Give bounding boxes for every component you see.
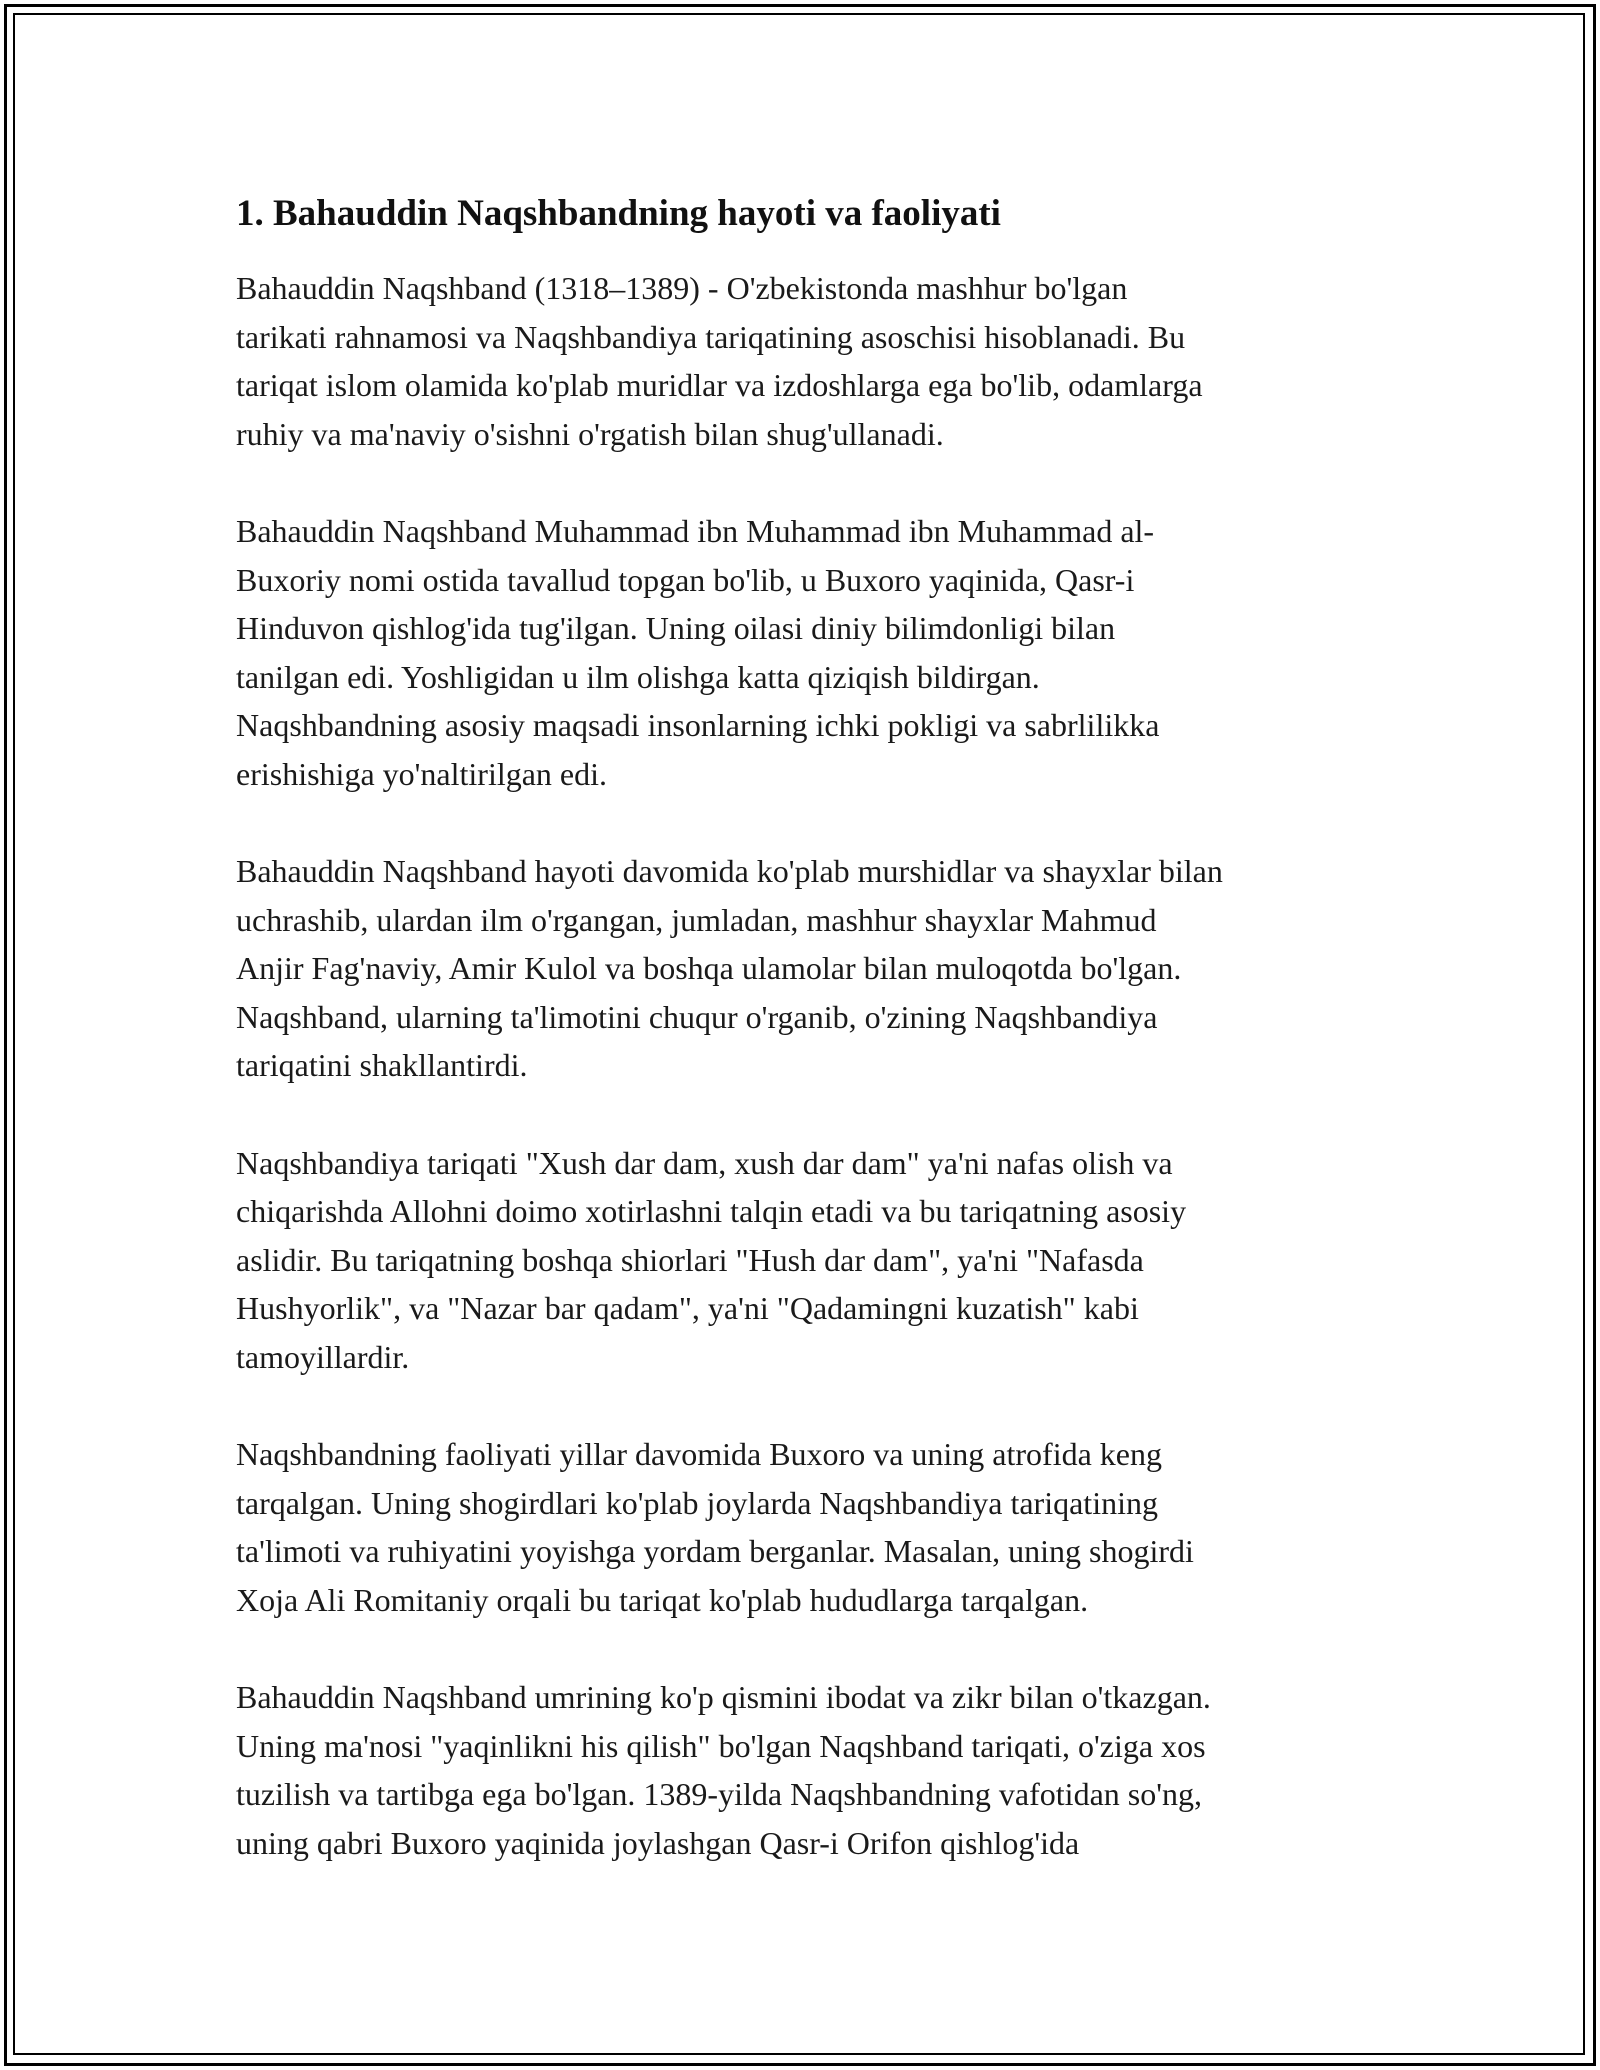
paragraph-4: Naqshbandiya tariqati "Xush dar dam, xush dar dam" ya'ni nafas olish va chiqarishda Allohni doimo xotirlashni talqin etadi va bu tariqatning asosiy aslidir. Bu tariqatning boshqa shiorlari "Hush dar dam", ya'ni "Nafasda Hushyorlik", va "Nazar bar qadam", ya'ni "Qadamingni kuzatish" kabi tamoyillardir. — [236, 1144, 1187, 1375]
paragraph-5: Naqshbandning faoliyati yillar davomida Buxoro va uning atrofida keng tarqalgan. Uning shogirdlari ko'plab joylarda Naqshbandiya tariqatining ta'limoti va ruhiyatini yoyishga yordam berganlar. Masalan, uning shogirdi Xoja Ali Romitaniy orqali bu tariqat ko'plab hududlarga tarqalgan. — [236, 1436, 1194, 1618]
paragraph-6: Bahauddin Naqshband umrining ko'p qismini ibodat va zikr bilan o'tkazgan. Uning ma'nosi "yaqinlikni his qilish" bo'lgan Naqshband tariqati, o'ziga xos tuzilish va tartibga ega bo'lgan. 1389-yilda Naqshbandning vafotidan so'ng, uning qabri Buxoro yaqinida joylashgan Qasr-i Orifon qishlog'ida — [236, 1679, 1211, 1861]
paragraph-2: Bahauddin Naqshband Muhammad ibn Muhammad ibn Muhammad al- Buxoriy nomi ostida tavallud topgan bo'lib, u Buxoro yaqinida, Qasr-i Hinduvon qishlog'ida tug'ilgan. Uning oilasi diniy bilimdonligi bilan tanilgan edi. Yoshligidan u ilm olishga katta qiziqish bildirgan. Naqshbandning asosiy maqsadi insonlarning ichki pokligi va sabrlilikka erishishiga yo'naltirilgan edi. — [236, 513, 1160, 792]
section-heading: 1. Bahauddin Naqshbandning hayoti va faoliyati — [236, 193, 1001, 234]
paragraph-1: Bahauddin Naqshband (1318–1389) - O'zbekistonda mashhur bo'lgan tarikati rahnamosi va Naqshbandiya tariqatining asoschisi hisoblanadi. Bu tariqat islom olamida ko'plab muridlar va izdoshlarga ega bo'lib, odamlarga ruhiy va ma'naviy o'sishni o'rgatish bilan shug'ullanadi. — [236, 270, 1203, 452]
paragraph-3: Bahauddin Naqshband hayoti davomida ko'plab murshidlar va shayxlar bilan uchrashib, ulardan ilm o'rgangan, jumladan, mashhur shayxlar Mahmud Anjir Fag'naviy, Amir Kulol va boshqa ulamolar bilan muloqotda bo'lgan. Naqshband, ularning ta'limotini chuqur o'rganib, o'zining Naqshbandiya tariqatini shakllantirdi. — [236, 853, 1223, 1083]
document-body — [236, 186, 1376, 1916]
